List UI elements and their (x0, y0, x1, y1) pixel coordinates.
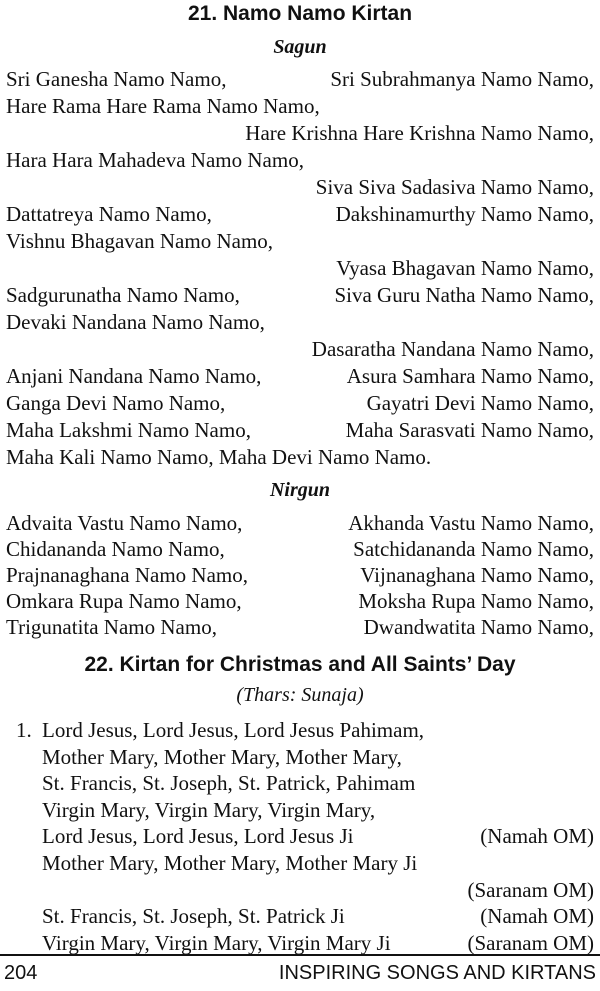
christmas-line-left: St. Francis, St. Joseph, St. Patrick Ji (42, 904, 345, 929)
sagun-line-right: Dakshinamurthy Namo Namo, (335, 202, 594, 226)
section-22-title: 22. Kirtan for Christmas and All Saints’ Day (84, 653, 516, 676)
nirgun-line-left: Omkara Rupa Namo Namo, (6, 589, 242, 613)
sagun-line-right: Asura Samhara Namo Namo, (346, 364, 594, 388)
sagun-line-left: Sri Ganesha Namo Namo, (6, 67, 227, 91)
sagun-line-left: Anjani Nandana Namo Namo, (6, 364, 262, 388)
nirgun-line-left: Trigunatita Namo Namo, (6, 615, 217, 639)
sagun-line-right: Sri Subrahmanya Namo Namo, (330, 67, 594, 91)
christmas-line-left: Virgin Mary, Virgin Mary, Virgin Mary, (42, 797, 376, 822)
christmas-line-left: Lord Jesus, Lord Jesus, Lord Jesus Ji (42, 824, 354, 849)
footer-rule (0, 954, 600, 956)
christmas-line-right: (Saranam OM) (467, 930, 594, 955)
sagun-line-left: Hare Rama Hare Rama Namo Namo, (6, 94, 320, 118)
nirgun-line-left: Prajnanaghana Namo Namo, (6, 563, 249, 587)
nirgun-line-right: Satchidananda Namo Namo, (353, 537, 594, 561)
christmas-line-left: Lord Jesus, Lord Jesus, Lord Jesus Pahimam, (42, 718, 425, 742)
verse-number: 1. (16, 718, 32, 742)
sagun-line-left: Devaki Nandana Namo Namo, (6, 310, 265, 334)
sagun-line-right: Siva Siva Sadasiva Namo Namo, (315, 175, 594, 199)
sagun-line-right: Hare Krishna Hare Krishna Namo Namo, (245, 121, 594, 145)
christmas-line-left: Mother Mary, Mother Mary, Mother Mary, (42, 744, 402, 769)
sagun-line-left: Maha Kali Namo Namo, Maha Devi Namo Namo. (6, 445, 432, 469)
sagun-line-right: Siva Guru Natha Namo Namo, (334, 283, 594, 307)
section-22-subtitle: (Thars: Sunaja) (236, 684, 364, 706)
page-number: 204 (4, 962, 38, 984)
nirgun-line-right: Vijnanaghana Namo Namo, (360, 563, 594, 587)
sagun-line-right: Gayatri Devi Namo Namo, (366, 391, 594, 415)
nirgun-line-right: Dwandwatita Namo Namo, (363, 615, 594, 639)
nirgun-line-right: Moksha Rupa Namo Namo, (358, 589, 594, 613)
sagun-line-left: Hara Hara Mahadeva Namo Namo, (6, 148, 304, 172)
sagun-line-left: Sadgurunatha Namo Namo, (6, 283, 240, 307)
christmas-line-right: (Saranam OM) (467, 877, 594, 902)
nirgun-heading: Nirgun (269, 479, 331, 501)
sagun-heading: Sagun (273, 36, 327, 58)
sagun-line-left: Dattatreya Namo Namo, (6, 202, 212, 226)
sagun-line-left: Maha Lakshmi Namo Namo, (6, 418, 251, 442)
running-title: INSPIRING SONGS AND KIRTANS (278, 962, 596, 984)
nirgun-line-right: Akhanda Vastu Namo Namo, (348, 511, 594, 535)
christmas-line-left: St. Francis, St. Joseph, St. Patrick, Pahimam (42, 771, 416, 796)
section-21-title: 21. Namo Namo Kirtan (187, 2, 413, 25)
sagun-line-left: Ganga Devi Namo Namo, (6, 391, 226, 415)
nirgun-line-left: Chidananda Namo Namo, (6, 537, 225, 561)
christmas-line-left: Mother Mary, Mother Mary, Mother Mary Ji (42, 851, 418, 875)
christmas-line-right: (Namah OM) (480, 904, 594, 929)
sagun-line-left: Vishnu Bhagavan Namo Namo, (6, 229, 274, 253)
christmas-line-right: (Namah OM) (480, 824, 594, 849)
nirgun-line-left: Advaita Vastu Namo Namo, (6, 511, 243, 535)
sagun-line-right: Dasaratha Nandana Namo Namo, (311, 337, 594, 361)
sagun-line-right: Maha Sarasvati Namo Namo, (345, 418, 594, 442)
sagun-line-right: Vyasa Bhagavan Namo Namo, (336, 256, 594, 280)
christmas-line-left: Virgin Mary, Virgin Mary, Virgin Mary Ji (42, 930, 391, 955)
